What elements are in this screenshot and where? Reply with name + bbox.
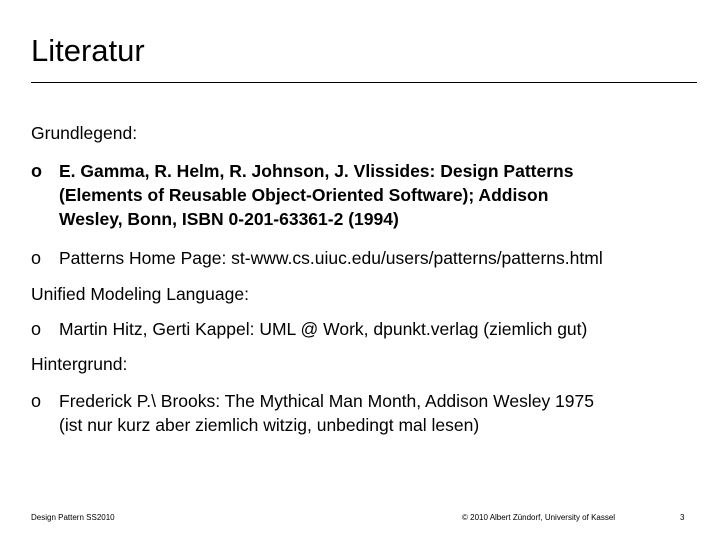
section-heading-hintergrund: Hintergrund: [31, 354, 128, 374]
reference-line: Patterns Home Page: st-www.cs.uiuc.edu/users/patterns/patterns.html [59, 248, 603, 268]
footer-course-label: Design Pattern SS2010 [31, 513, 115, 522]
reference-item-gamma [31, 159, 691, 231]
reference-item-brooks [31, 389, 691, 437]
section-heading-grundlegend: Grundlegend: [31, 123, 138, 143]
reference-line: E. Gamma, R. Helm, R. Johnson, J. Vlissides: Design Patterns [59, 161, 574, 181]
reference-item-hitz [31, 317, 691, 341]
slide-title: Literatur [31, 33, 145, 68]
bullet-icon: o [31, 391, 42, 411]
reference-line: Frederick P.\ Brooks: The Mythical Man Month, Addison Wesley 1975 [59, 391, 594, 411]
reference-line: Wesley, Bonn, ISBN 0-201-63361-2 (1994) [59, 209, 399, 229]
footer-copyright: © 2010 Albert Zündorf, University of Kassel [462, 513, 616, 522]
reference-line: (ist nur kurz aber ziemlich witzig, unbedingt mal lesen) [59, 415, 480, 435]
bullet-icon: o [31, 161, 42, 181]
title-divider [31, 82, 697, 83]
footer-page-number: 3 [680, 513, 685, 522]
bullet-icon: o [31, 319, 42, 339]
reference-line: Martin Hitz, Gerti Kappel: UML @ Work, dpunkt.verlag (ziemlich gut) [59, 319, 588, 339]
reference-line: (Elements of Reusable Object-Oriented Software); Addison [59, 185, 549, 205]
reference-item-patterns-home [31, 246, 691, 270]
section-heading-uml: Unified Modeling Language: [31, 284, 249, 304]
bullet-icon: o [31, 248, 42, 268]
